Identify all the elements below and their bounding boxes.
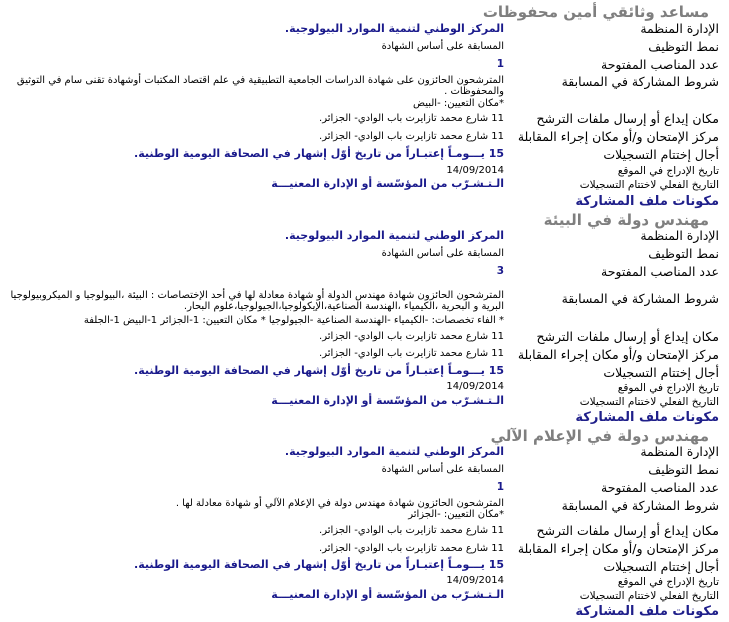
value-exam-center: 11 شارع محمد تازايرت باب الوادي- الجزائر. bbox=[319, 131, 504, 142]
label-posting-date: تاريخ الإدراج في الموقع bbox=[617, 382, 719, 394]
label-submission-place: مكان إيداع أو إرسال ملفات الترشح bbox=[536, 329, 719, 344]
value-conditions-extra: *مكان التعيين: -البيض bbox=[412, 98, 504, 109]
label-organizer: الإدارة المنظمة bbox=[640, 21, 719, 36]
label-open-positions: عدد المناصب المفتوحة bbox=[601, 480, 719, 495]
value-exam-center: 11 شارع محمد تازايرت باب الوادي- الجزائر. bbox=[319, 348, 504, 359]
value-conditions: المترشحون الحائزون على شهادة الدراسات الجامعية التطبيقية في علم اقتصاد المكتبات أوشهادة تقنى سام في التوثيق والمحفوظات . bbox=[16, 75, 504, 97]
label-deadline: أجال إختتام التسجيلات bbox=[603, 559, 719, 574]
label-file-components[interactable]: مكونات ملف المشاركة bbox=[575, 194, 719, 209]
value-open-positions: 1 bbox=[496, 481, 504, 493]
value-posting-date: 14/09/2014 bbox=[446, 381, 504, 392]
value-conditions: المترشحون الحائزون شهادة مهندس دولة في الإعلام الآلي أو شهادة معادلة لها . bbox=[175, 498, 504, 509]
value-organizer: المركز الوطني لتنمية الموارد البيولوجية. bbox=[284, 22, 504, 35]
label-file-components[interactable]: مكونات ملف المشاركة bbox=[575, 410, 719, 425]
label-exam-center: مركز الإمتحان و/أو مكان إجراء المقابلة bbox=[517, 129, 719, 144]
label-conditions: شروط المشاركة في المسابقة bbox=[561, 291, 719, 306]
label-open-positions: عدد المناصب المفتوحة bbox=[601, 57, 719, 72]
label-file-components[interactable]: مكونات ملف المشاركة bbox=[575, 604, 719, 619]
value-recruitment-type: المسابقة على أساس الشهادة bbox=[381, 248, 504, 259]
value-exam-center: 11 شارع محمد تازايرت باب الوادي- الجزائر. bbox=[319, 543, 504, 554]
label-actual-closing-date: التاريخ الفعلي لاختتام التسجيلات bbox=[579, 179, 719, 191]
job-title: مساعد وثائقي أمين محفوظات bbox=[482, 3, 709, 21]
label-exam-center: مركز الإمتحان و/أو مكان إجراء المقابلة bbox=[517, 541, 719, 556]
label-actual-closing-date: التاريخ الفعلي لاختتام التسجيلات bbox=[579, 396, 719, 408]
value-submission-place: 11 شارع محمد تازايرت باب الوادي- الجزائر. bbox=[319, 525, 504, 536]
value-submission-place: 11 شارع محمد تازايرت باب الوادي- الجزائر. bbox=[319, 331, 504, 342]
label-submission-place: مكان إيداع أو إرسال ملفات الترشح bbox=[536, 111, 719, 126]
value-posting-date: 14/09/2014 bbox=[446, 165, 504, 176]
value-posting-date: 14/09/2014 bbox=[446, 575, 504, 586]
label-submission-place: مكان إيداع أو إرسال ملفات الترشح bbox=[536, 523, 719, 538]
label-deadline: أجال إختتام التسجيلات bbox=[603, 147, 719, 162]
value-conditions: المترشحون الحائزون شهادة مهندس الدولة أو شهادة معادلة لها في أحد الإختصاصات : البيئة ،البيولوجيا و الميكروبيولوجيا البرية و البحرية ،الكيمياء ،الهندسة الصناعية،الإيكولوجيا،الجيولوجيا،علوم البحار. bbox=[10, 290, 504, 312]
value-deadline: 15 يـــومـاً إعتبـاراً من تاريخ أوّل إشهار في الصحافة اليومية الوطنية. bbox=[134, 364, 504, 377]
job-title: مهندس دولة في البيئة bbox=[543, 211, 709, 229]
label-organizer: الإدارة المنظمة bbox=[640, 228, 719, 243]
value-open-positions: 1 bbox=[496, 58, 504, 70]
value-deadline: 15 يـــومـاً إعتبـاراً من تاريخ أوّل إشهار في الصحافة اليومية الوطنية. bbox=[134, 147, 504, 160]
job-title: مهندس دولة في الإعلام الآلي bbox=[490, 427, 709, 445]
value-organizer: المركز الوطني لتنمية الموارد البيولوجية. bbox=[284, 229, 504, 242]
value-conditions-extra: *مكان التعيين: -الجزائر bbox=[408, 509, 504, 520]
label-posting-date: تاريخ الإدراج في الموقع bbox=[617, 576, 719, 588]
label-deadline: أجال إختتام التسجيلات bbox=[603, 365, 719, 380]
value-conditions-extra: * الفاء تخصصات: -الكيمياء -الهندسة الصناعية -الجيولوجيا * مكان التعيين: 1-الجزائر 1-البيض 1-الجلفة bbox=[83, 315, 504, 326]
value-open-positions: 3 bbox=[496, 265, 504, 277]
label-posting-date: تاريخ الإدراج في الموقع bbox=[617, 165, 719, 177]
value-actual-closing-date: الـتـشـرّب من المؤسّسة أو الإدارة المعنيـــة bbox=[271, 177, 504, 190]
label-conditions: شروط المشاركة في المسابقة bbox=[561, 498, 719, 513]
value-recruitment-type: المسابقة على أساس الشهادة bbox=[381, 41, 504, 52]
value-deadline: 15 يـــومـاً إعتبـاراً من تاريخ أوّل إشهار في الصحافة اليومية الوطنية. bbox=[134, 558, 504, 571]
label-exam-center: مركز الإمتحان و/أو مكان إجراء المقابلة bbox=[517, 347, 719, 362]
label-open-positions: عدد المناصب المفتوحة bbox=[601, 264, 719, 279]
value-organizer: المركز الوطني لتنمية الموارد البيولوجية. bbox=[284, 445, 504, 458]
value-submission-place: 11 شارع محمد تازايرت باب الوادي- الجزائر. bbox=[319, 113, 504, 124]
label-conditions: شروط المشاركة في المسابقة bbox=[561, 74, 719, 89]
value-actual-closing-date: الـتـشـرّب من المؤسّسة أو الإدارة المعنيـــة bbox=[271, 588, 504, 601]
label-recruitment-type: نمط التوظيف bbox=[648, 39, 719, 54]
label-recruitment-type: نمط التوظيف bbox=[648, 246, 719, 261]
label-actual-closing-date: التاريخ الفعلي لاختتام التسجيلات bbox=[579, 590, 719, 602]
value-actual-closing-date: الـتـشـرّب من المؤسّسة أو الإدارة المعنيـــة bbox=[271, 394, 504, 407]
label-recruitment-type: نمط التوظيف bbox=[648, 462, 719, 477]
label-organizer: الإدارة المنظمة bbox=[640, 444, 719, 459]
value-recruitment-type: المسابقة على أساس الشهادة bbox=[381, 464, 504, 475]
